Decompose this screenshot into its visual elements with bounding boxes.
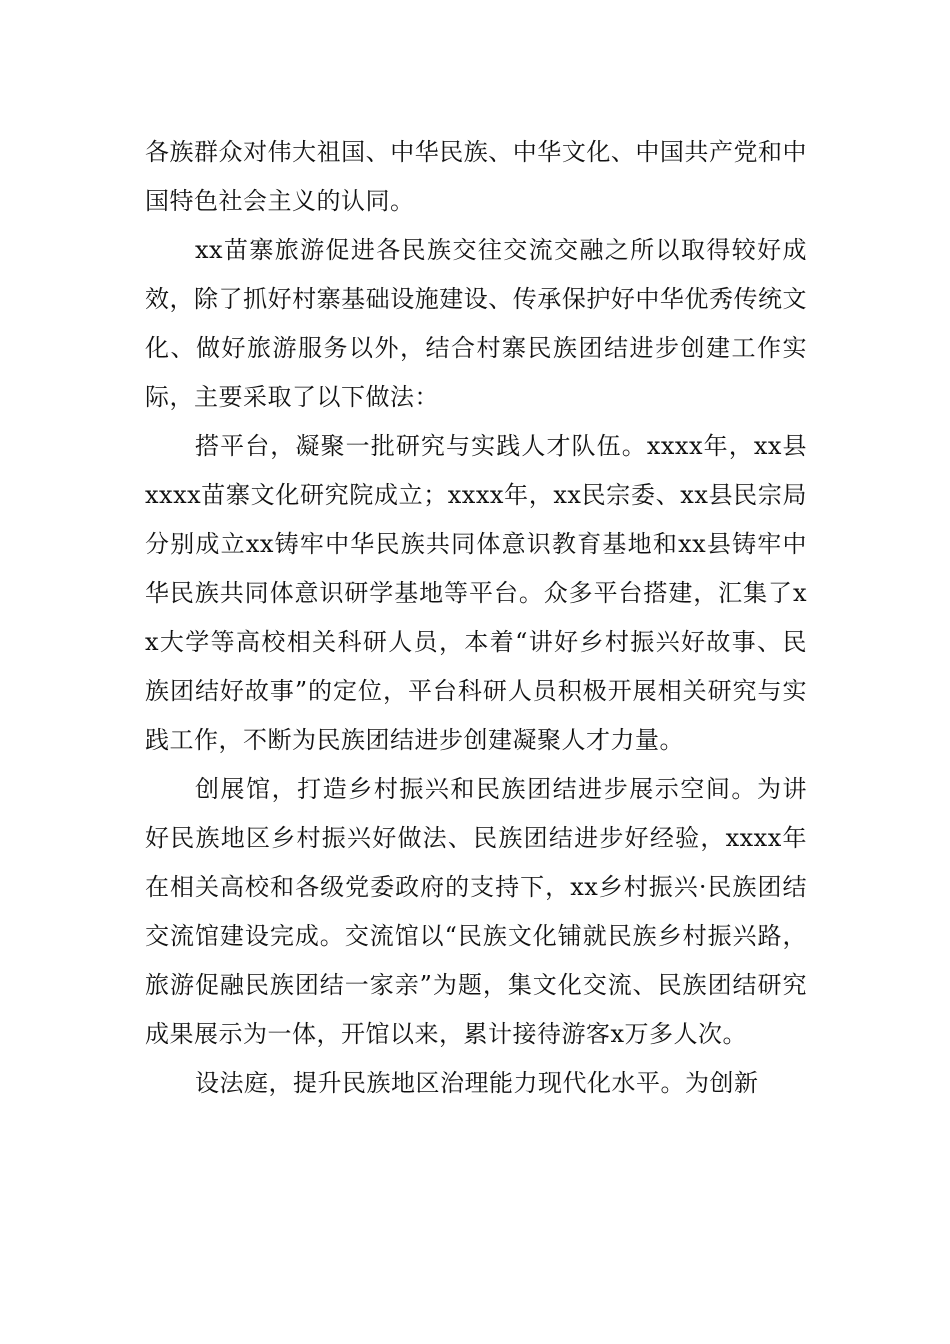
document-body <box>145 128 807 1108</box>
paragraph-intro-methods: xx苗寨旅游促进各民族交往交流交融之所以取得较好成效，除了抓好村寨基础设施建设、传承保护好中华优秀传统文化、做好旅游服务以外，结合村寨民族团结进步创建工作实际，主要采取了以下做法： <box>145 236 807 411</box>
paragraph-continuation: 各族群众对伟大祖国、中华民族、中华文化、中国共产党和中国特色社会主义的认同。 <box>145 138 807 215</box>
paragraph-set-up-court: 设法庭，提升民族地区治理能力现代化水平。为创新 <box>195 1069 759 1097</box>
paragraph-build-platforms: 搭平台，凝聚一批研究与实践人才队伍。xxxx年，xx县xxxx苗寨文化研究院成立；xxxx年，xx民宗委、xx县民宗局分别成立xx铸牢中华民族共同体意识教育基地和xx县铸牢中华民族共同体意识研学基地等平台。众多平台搭建，汇集了xx大学等高校相关科研人员，本着“讲好乡村振兴好故事、民族团结好故事”的定位，平台科研人员积极开展相关研究与实践工作，不断为民族团结进步创建凝聚人才力量。 <box>145 432 807 754</box>
paragraph-create-exhibition-hall: 创展馆，打造乡村振兴和民族团结进步展示空间。为讲好民族地区乡村振兴好做法、民族团结进步好经验，xxxx年在相关高校和各级党委政府的支持下，xx乡村振兴·民族团结交流馆建设完成。交流馆以“民族文化铺就民族乡村振兴路，旅游促融民族团结一家亲”为题，集文化交流、民族团结研究成果展示为一体，开馆以来，累计接待游客x万多人次。 <box>145 775 807 1048</box>
